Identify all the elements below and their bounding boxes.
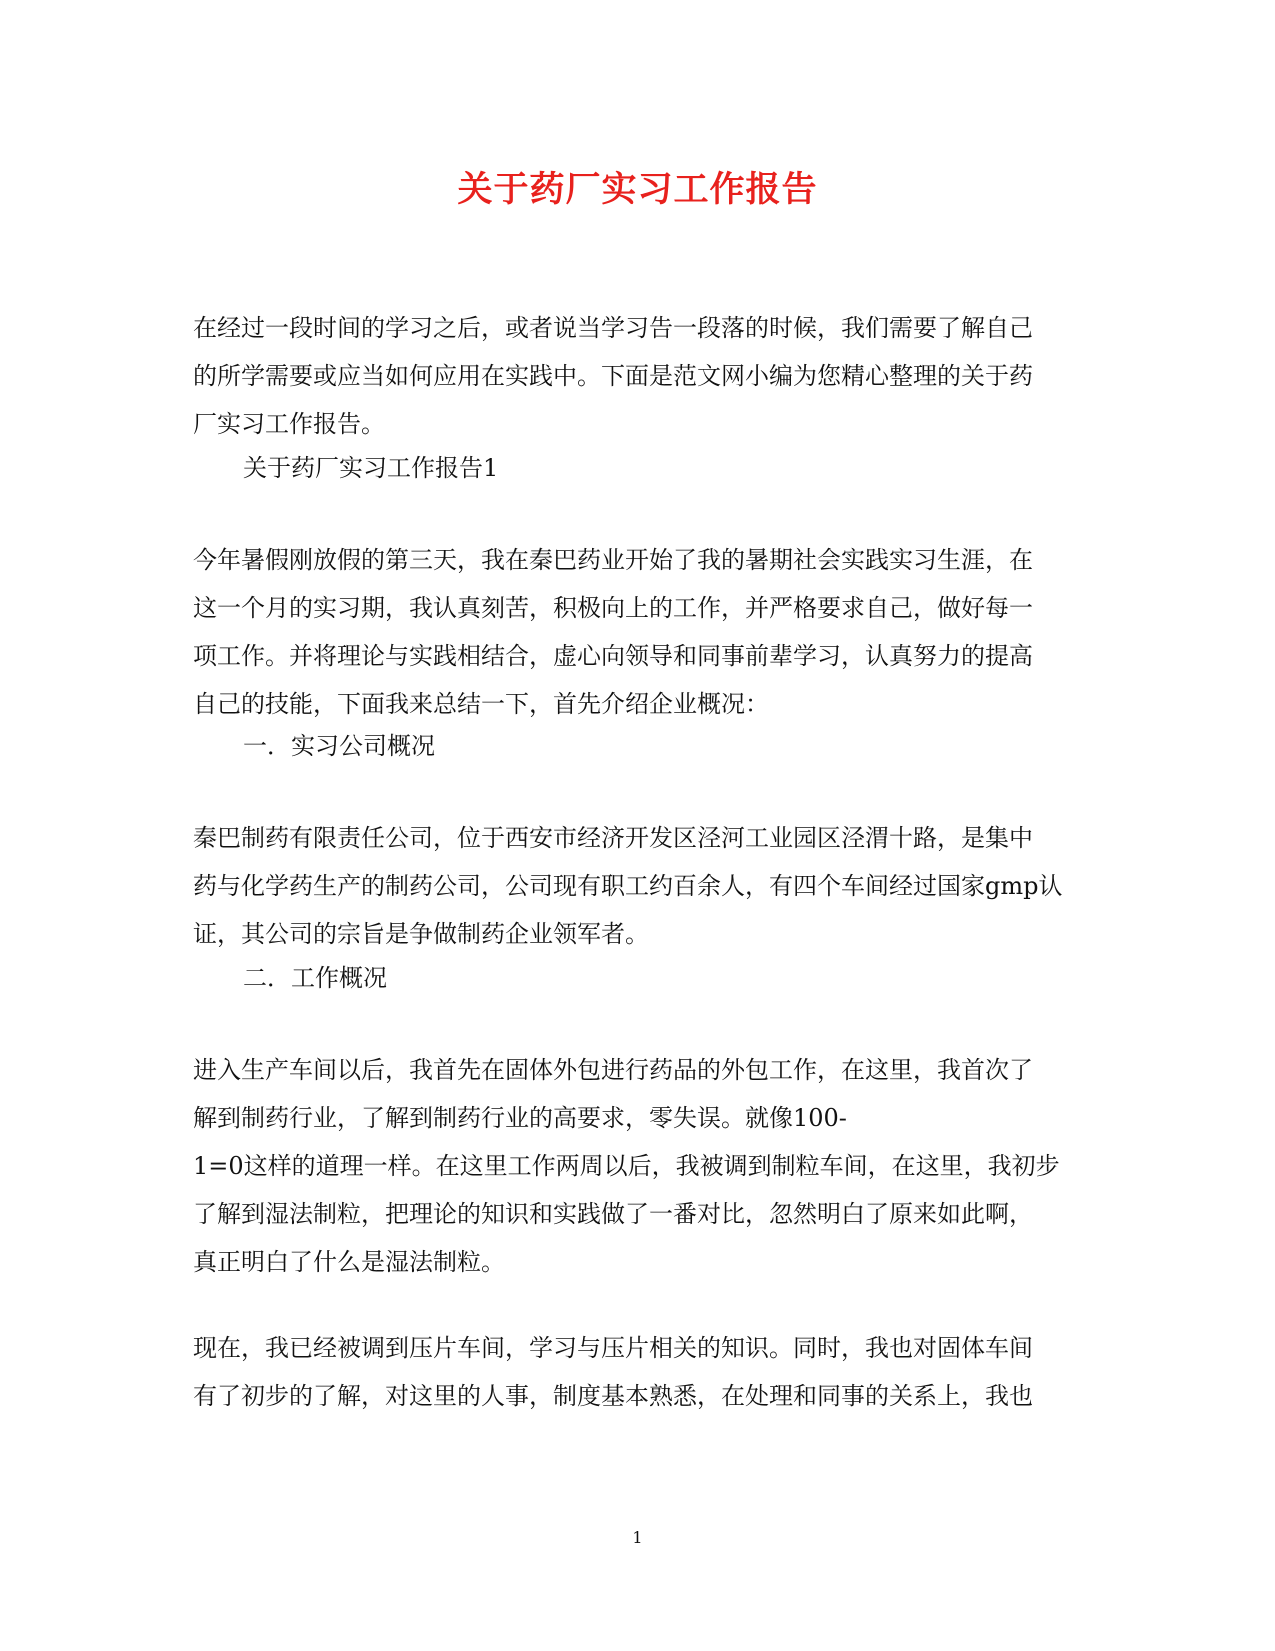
paragraph-line: 这一个月的实习期，我认真刻苦，积极向上的工作，并严格要求自己，做好每一 — [193, 594, 1033, 622]
paragraph-line: 自己的技能，下面我来总结一下，首先介绍企业概况： — [193, 690, 769, 718]
paragraph-line: 现在，我已经被调到压片车间，学习与压片相关的知识。同时，我也对固体车间 — [193, 1334, 1033, 1362]
paragraph-line: 今年暑假刚放假的第三天，我在秦巴药业开始了我的暑期社会实践实习生涯，在 — [193, 546, 1033, 574]
paragraph-line: 1=0这样的道理一样。在这里工作两周以后，我被调到制粒车间，在这里，我初步 — [193, 1152, 1060, 1180]
paragraph-line: 证，其公司的宗旨是争做制药企业领军者。 — [193, 920, 649, 948]
page-number: 1 — [632, 1528, 643, 1547]
paragraph-three — [193, 1046, 1073, 1286]
paragraph-line: 进入生产车间以后，我首先在固体外包进行药品的外包工作，在这里，我首次了 — [193, 1056, 1033, 1084]
paragraph-line: 解到制药行业，了解到制药行业的高要求，零失误。就像100- — [193, 1104, 847, 1132]
paragraph-line: 了解到湿法制粒，把理论的知识和实践做了一番对比，忽然明白了原来如此啊， — [193, 1200, 1033, 1228]
paragraph-line: 有了初步的了解，对这里的人事，制度基本熟悉，在处理和同事的关系上，我也 — [193, 1382, 1033, 1410]
paragraph-line: 秦巴制药有限责任公司，位于西安市经济开发区泾河工业园区泾渭十路，是集中 — [193, 824, 1033, 852]
paragraph-line: 药与化学药生产的制药公司，公司现有职工约百余人，有四个车间经过国家gmp认 — [193, 872, 1063, 900]
section-heading-work: 二．工作概况 — [243, 964, 387, 992]
intro-paragraph — [193, 304, 1073, 448]
paragraph-line: 项工作。并将理论与实践相结合，虚心向领导和同事前辈学习，认真努力的提高 — [193, 642, 1033, 670]
paragraph-four — [193, 1324, 1073, 1420]
paragraph-two — [193, 814, 1073, 958]
section-heading-company: 一．实习公司概况 — [243, 732, 435, 760]
intro-line: 厂实习工作报告。 — [193, 410, 385, 438]
intro-line: 在经过一段时间的学习之后，或者说当学习告一段落的时候，我们需要了解自己 — [193, 314, 1033, 342]
paragraph-line: 真正明白了什么是湿法制粒。 — [193, 1248, 505, 1276]
document-title: 关于药厂实习工作报告 — [457, 169, 818, 210]
intro-line: 的所学需要或应当如何应用在实践中。下面是范文网小编为您精心整理的关于药 — [193, 362, 1033, 390]
report-subtitle: 关于药厂实习工作报告1 — [243, 454, 499, 482]
paragraph-one — [193, 536, 1073, 728]
